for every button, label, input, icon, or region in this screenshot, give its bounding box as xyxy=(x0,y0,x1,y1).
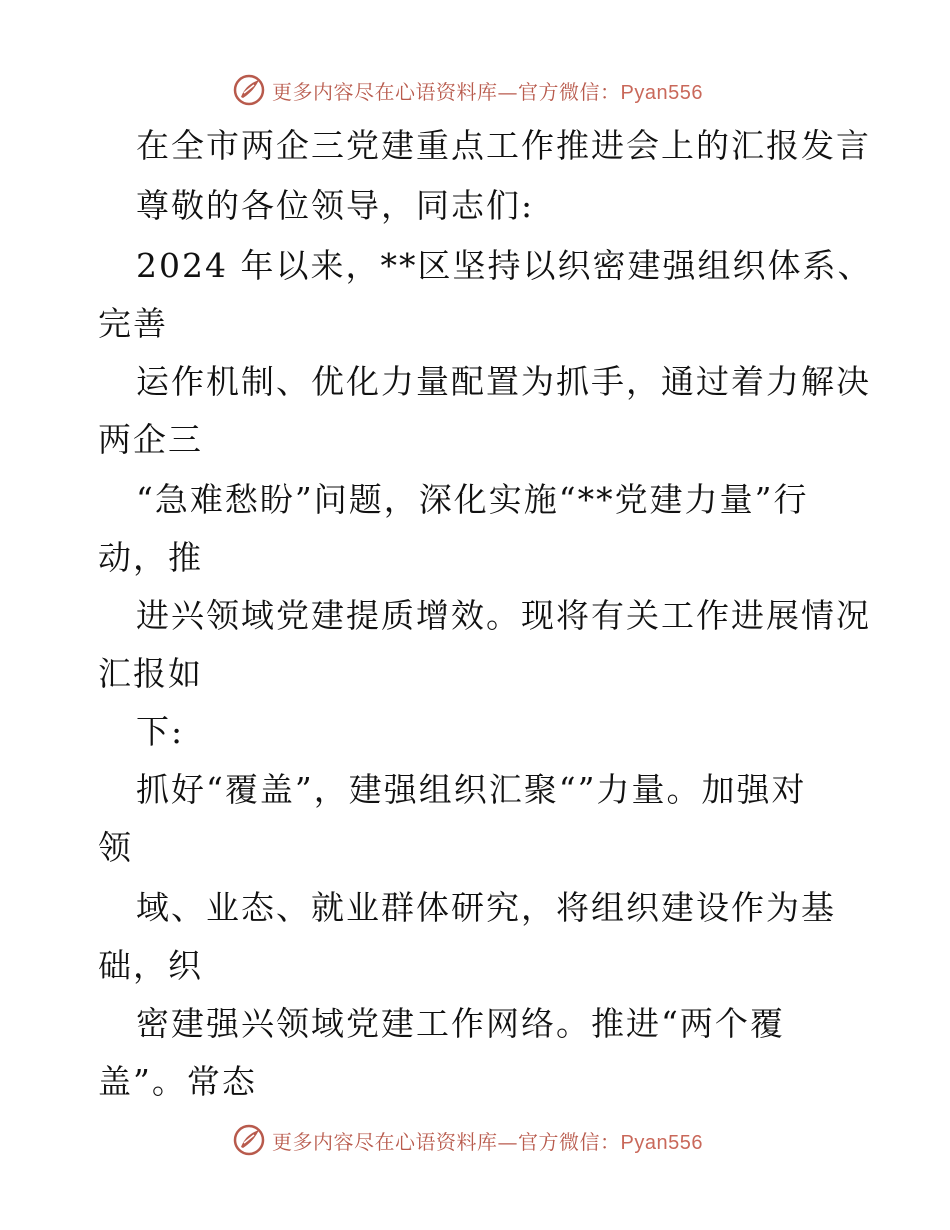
paragraph-line: 动，推 xyxy=(98,538,203,577)
paragraph-line: 领 xyxy=(98,828,133,867)
paragraph-line: 础，织 xyxy=(98,946,203,985)
watermark-wechat-id: Pyan556 xyxy=(620,1131,703,1154)
footer-watermark-text xyxy=(272,1126,703,1155)
paragraph-line: 两企三 xyxy=(98,420,203,459)
paragraph-line: 进兴领域党建提质增效。现将有关工作进展情况 xyxy=(136,596,871,635)
watermark-separator: — xyxy=(497,79,518,104)
paragraph-line: 域、业态、就业群体研究，将组织建设作为基 xyxy=(136,888,836,927)
watermark-main-text: 更多内容尽在心语资料库 xyxy=(272,1129,498,1154)
watermark-separator: — xyxy=(497,1129,518,1154)
watermark-official-label: 官方微信： xyxy=(518,1129,621,1154)
paragraph-line: 下: xyxy=(136,712,185,751)
leaf-brush-logo-icon xyxy=(232,1123,266,1157)
paragraph-line: 运作机制、优化力量配置为抓手，通过着力解决 xyxy=(136,362,871,401)
paragraph-line: 2024 年以来，**区坚持以织密建强组织体系、 xyxy=(136,246,873,285)
watermark-official-label: 官方微信： xyxy=(518,79,621,104)
paragraph-line: 盖”。常态 xyxy=(98,1062,257,1101)
salutation: 尊敬的各位领导，同志们: xyxy=(136,186,535,225)
watermark-wechat-id: Pyan556 xyxy=(620,81,703,104)
paragraph-line: 抓好“覆盖”，建强组织汇聚“”力量。加强对 xyxy=(136,770,807,809)
watermark-main-text: 更多内容尽在心语资料库 xyxy=(272,79,498,104)
paragraph-line: 完善 xyxy=(98,304,168,343)
footer-watermark-banner xyxy=(232,1120,752,1160)
paragraph-line: “急难愁盼”问题，深化实施“**党建力量”行 xyxy=(136,480,809,519)
paragraph-line: 密建强兴领域党建工作网络。推进“两个覆 xyxy=(136,1004,785,1043)
document-title: 在全市两企三党建重点工作推进会上的汇报发言 xyxy=(136,126,871,165)
paragraph-line: 汇报如 xyxy=(98,654,203,693)
